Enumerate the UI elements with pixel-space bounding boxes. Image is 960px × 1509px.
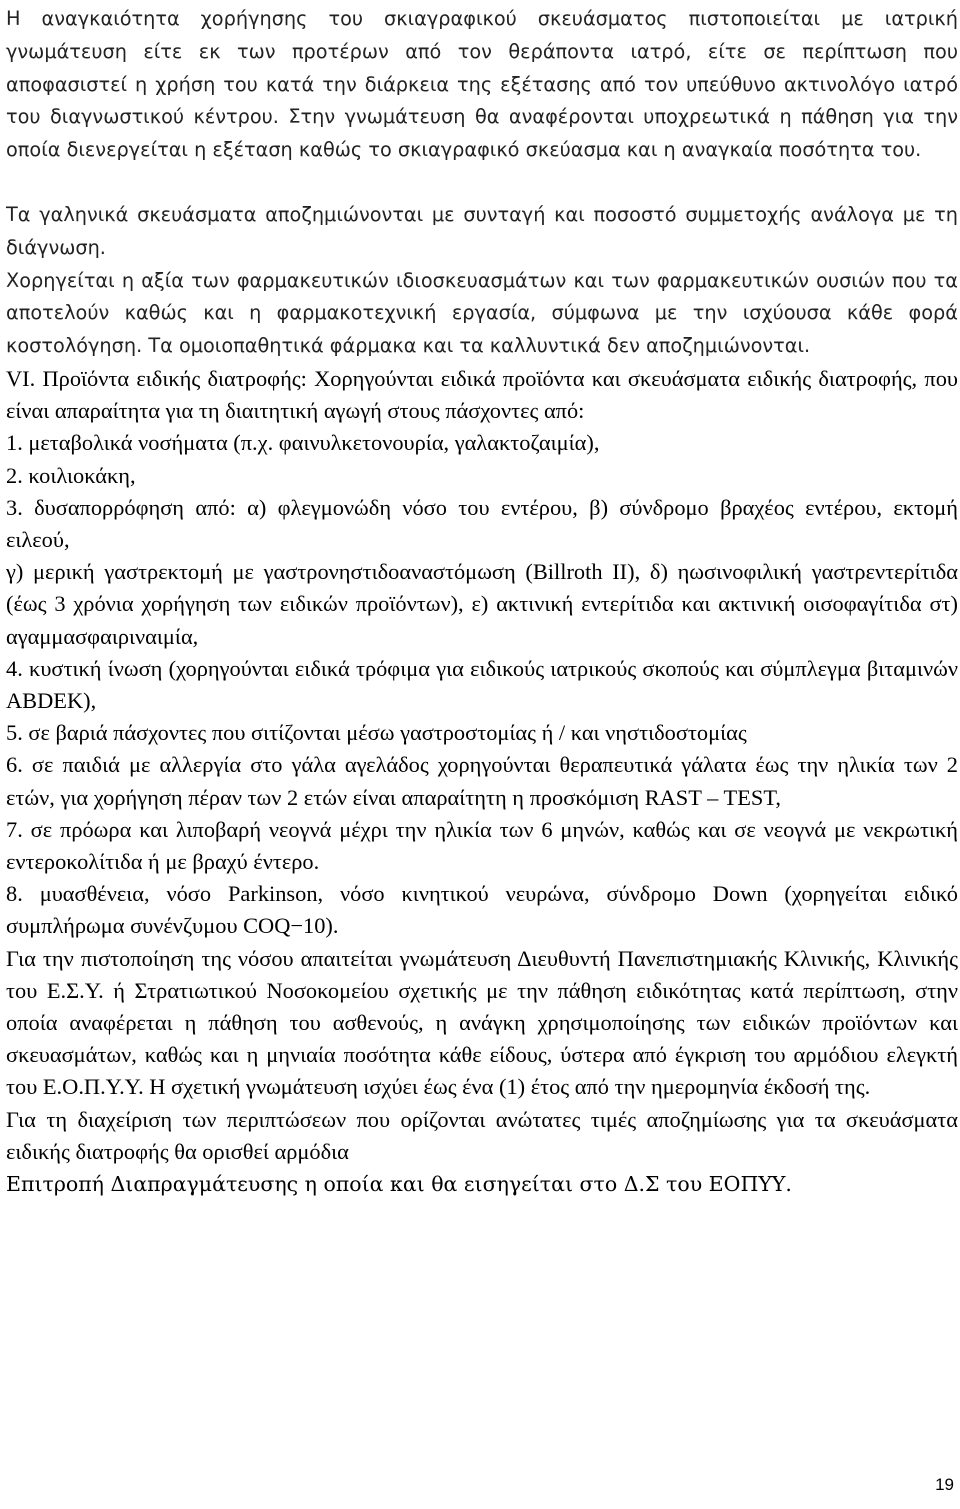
paragraph-management-committee: Επιτροπή Διαπραγμάτευσης η οποία και θα εισηγείται στο Δ.Σ του ΕΟΠΥΥ. bbox=[6, 1172, 792, 1197]
list-item: 6. σε παιδιά με αλλεργία στο γάλα αγελάδος χορηγούνται θεραπευτικά γάλατα έως την ηλικία των 2 ετών, για χορήγηση πέραν των 2 ετών είναι απαραίτητη η προσκόμιση RAST – TEST, bbox=[6, 752, 958, 810]
document-page bbox=[6, 3, 958, 1200]
paragraph-certification: Για την πιστοποίηση της νόσου απαιτείται γνωμάτευση Διευθυντή Πανεπιστημιακής Κλινικής, Κλινικής του Ε.Σ.Υ. ή Στρατιωτικού Νοσοκομείου σχετικής με την πάθηση ειδικότητας κατά περίπτωση, στην οποία αναφέρεται η πάθηση του ασθενούς, η ανάγκη χρησιμοποίησης των ειδικών προϊόντων και σκευασμάτων, καθώς και η μηνιαία ποσότητα κάθε είδους, ύστερα από έγκριση του αρμόδιου ελεγκτή του Ε.Ο.Π.Υ.Υ. Η σχετική γνωμάτευση ισχύει έως ένα (1) έτος από την ημερομηνία έκδοσή της. bbox=[6, 945, 958, 1100]
paragraph-management bbox=[6, 1104, 958, 1201]
list-item: 5. σε βαριά πάσχοντες που σιτίζονται μέσω γαστροστομίας ή / και νηστιδοστομίας bbox=[6, 720, 747, 746]
list-item: 7. σε πρόωρα και λιποβαρή νεογνά μέχρι την ηλικία των 6 μηνών, καθώς και σε νεογνά με νεκρωτική εντεροκολίτιδα ή με βραχύ έντερο. bbox=[6, 816, 958, 875]
list-item: 4. κυστική ίνωση (χορηγούνται ειδικά τρόφιμα για ειδικούς ιατρικούς σκοπούς και σύμπλεγμα βιταμινών ABDEK), bbox=[6, 655, 958, 713]
list-item: γ) μερική γαστρεκτομή με γαστρονηστιδοαναστόμωση (Billroth II), δ) ηωσινοφιλική γαστρεντερίτιδα (έως 3 χρόνια χορήγηση των ειδικών προϊόντων), ε) ακτινική εντερίτιδα και ακτινική οισοφαγίτιδα στ) αγαμμασφαιριναιμία, bbox=[6, 559, 958, 649]
list-item: 1. μεταβολικά νοσήματα (π.χ. φαινυλκετονουρία, γαλακτοζαιμία), bbox=[6, 430, 600, 456]
section-vi-heading: VI. Προϊόντα ειδικής διατροφής: Χορηγούνται ειδικά προϊόντα και σκευάσματα ειδικής διατροφής, που είναι απαραίτητα για τη διαιτητική αγωγή στους πάσχοντες από: bbox=[6, 365, 958, 424]
conditions-list bbox=[6, 427, 958, 942]
paragraph-pharmaceutical-value: Χορηγείται η αξία των φαρμακευτικών ιδιοσκευασμάτων και των φαρμακευτικών ουσιών που τα αποτελούν καθώς και η φαρμακοτεχνική εργασία, σύμφωνα με την ισχύουσα κάθε φορά κοστολόγηση. Τα ομοιοπαθητικά φάρμακα και τα καλλυντικά δεν αποζημιώνονται. bbox=[6, 268, 958, 358]
page-number: 19 bbox=[935, 1475, 954, 1494]
paragraph-contrast-agent: Η αναγκαιότητα χορήγησης του σκιαγραφικού σκευάσματος πιστοποιείται με ιατρική γνωμάτευση είτε εκ των προτέρων από τον θεράποντα ιατρό, είτε σε περίπτωση που αποφασιστεί η χρήση του κατά την διάρκεια της εξέτασης από τον υπεύθυνο ακτινολόγο ιατρό του διαγνωστικού κέντρου. Στην γνωμάτευση θα αναφέρονται υποχρεωτικά η πάθηση για την οποία διενεργείται η εξέταση καθώς το σκιαγραφικό σκεύασμα και η αναγκαία ποσότητα του. bbox=[6, 7, 958, 162]
list-item: 8. μυασθένεια, νόσο Parkinson, νόσο κινητικού νευρώνα, σύνδρομο Down (χορηγείται ειδικό συμπλήρωμα συνένζυμου COQ−10). bbox=[6, 881, 958, 939]
list-item: 3. δυσαπορρόφηση από: α) φλεγμονώδη νόσο του εντέρου, β) σύνδρομο βραχέος εντέρου, εκτομή ειλεού, bbox=[6, 494, 958, 552]
paragraph-management-text: Για τη διαχείριση των περιπτώσεων που ορίζονται ανώτατες τιμές αποζημίωσης για τα σκευάσματα ειδικής διατροφής θα ορισθεί αρμόδια bbox=[6, 1106, 958, 1164]
list-item: 2. κοιλιοκάκη, bbox=[6, 462, 136, 488]
paragraph-galenic-preparations: Τα γαληνικά σκευάσματα αποζημιώνονται με συνταγή και ποσοστό συμμετοχής ανάλογα με τη διάγνωση. bbox=[6, 202, 958, 259]
